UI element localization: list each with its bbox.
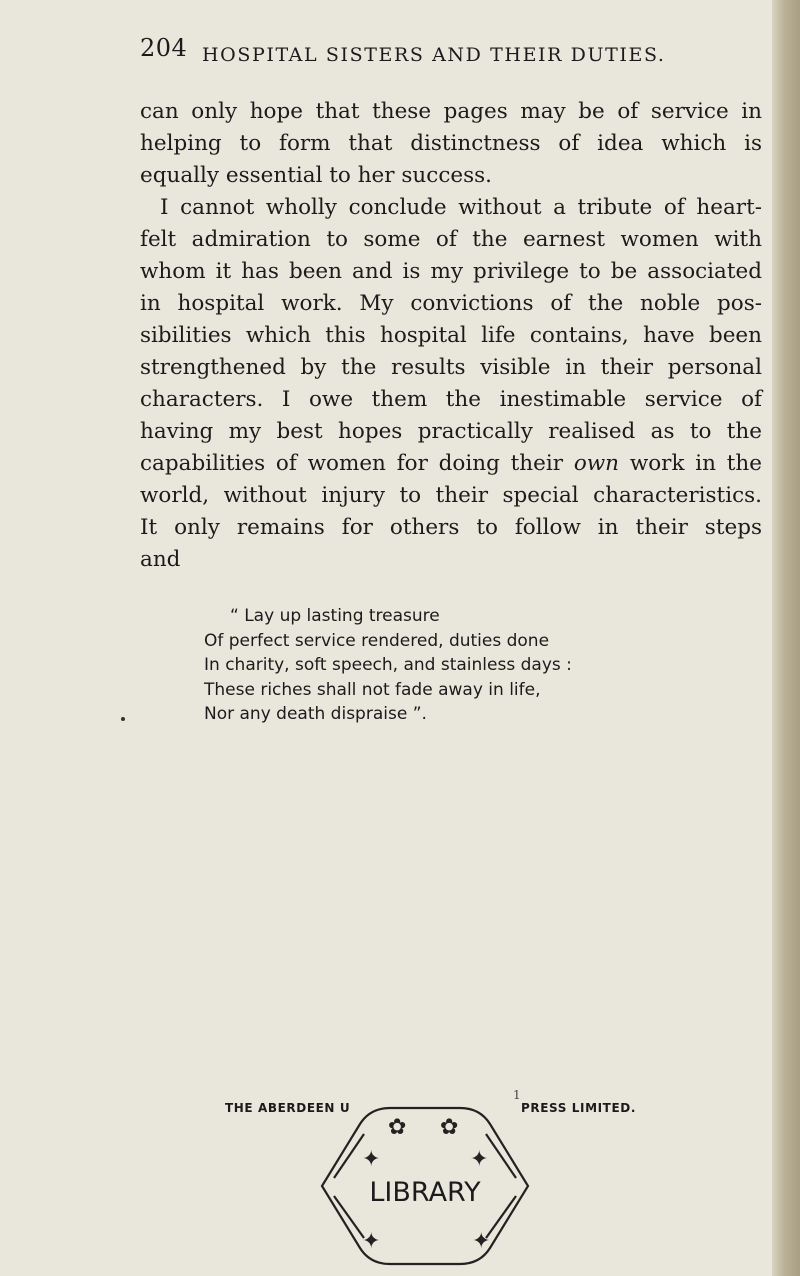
stamp-ornament: ✿ (440, 1115, 459, 1140)
poem-line: Nor any death dispraise ”. (204, 704, 427, 724)
text-line: strengthened by the results visible in their personal (140, 355, 762, 380)
imprint-left: THE ABERDEEN U (225, 1101, 351, 1115)
text-line: in hospital work. My convictions of the noble pos- (140, 291, 762, 316)
stamp-ornament: ✦ (472, 1229, 491, 1254)
stamp-ornament: ✿ (388, 1115, 407, 1140)
small-mark: 1 (513, 1088, 521, 1102)
text-line: world, without injury to their special characteristics. (140, 483, 762, 508)
stamp-ornament: ✦ (362, 1147, 381, 1172)
text-line: equally essential to her success. (140, 163, 492, 188)
poem-line: Of perfect service rendered, duties done (204, 630, 550, 651)
poem-line: These riches shall not fade away in life, (204, 679, 541, 700)
poem-line: In charity, soft speech, and stainless days : (204, 655, 572, 675)
page-edge-shadow (772, 0, 800, 1276)
text-line: I cannot wholly conclude without a tribute of heart- (160, 195, 762, 220)
imprint-right: PRESS LIMITED. (521, 1101, 636, 1115)
stamp-ornament: ✦ (470, 1147, 489, 1172)
text-line: characters. I owe them the inestimable service of (140, 387, 762, 412)
text-segment: work in the (619, 451, 763, 476)
running-head: HOSPITAL SISTERS AND THEIR DUTIES. (202, 44, 666, 66)
page-number: 204 (140, 34, 188, 62)
text-line: sibilities which this hospital life contains, have been (140, 323, 762, 348)
text-line: having my best hopes practically realised as to the (140, 419, 762, 444)
library-stamp (300, 1096, 550, 1276)
text-line: whom it has been and is my privilege to be associated (140, 259, 762, 284)
text-segment: capabilities of women for doing their (140, 451, 574, 476)
margin-dot (121, 717, 125, 721)
stamp-label: LIBRARY (369, 1177, 481, 1208)
italic-word: own (573, 451, 620, 476)
text-line: felt admiration to some of the earnest women with (140, 227, 762, 252)
text-line: It only remains for others to follow in their steps (140, 515, 762, 540)
stamp-ornament: ✦ (362, 1229, 381, 1254)
body-text (140, 96, 762, 576)
text-line: and (140, 547, 181, 572)
text-line: helping to form that distinctness of idea which is (140, 131, 762, 156)
text-line-with-italic (140, 448, 762, 480)
poem-line: “ Lay up lasting treasure (230, 606, 440, 626)
poem-quote (204, 604, 572, 727)
text-line: can only hope that these pages may be of service in (140, 99, 762, 124)
